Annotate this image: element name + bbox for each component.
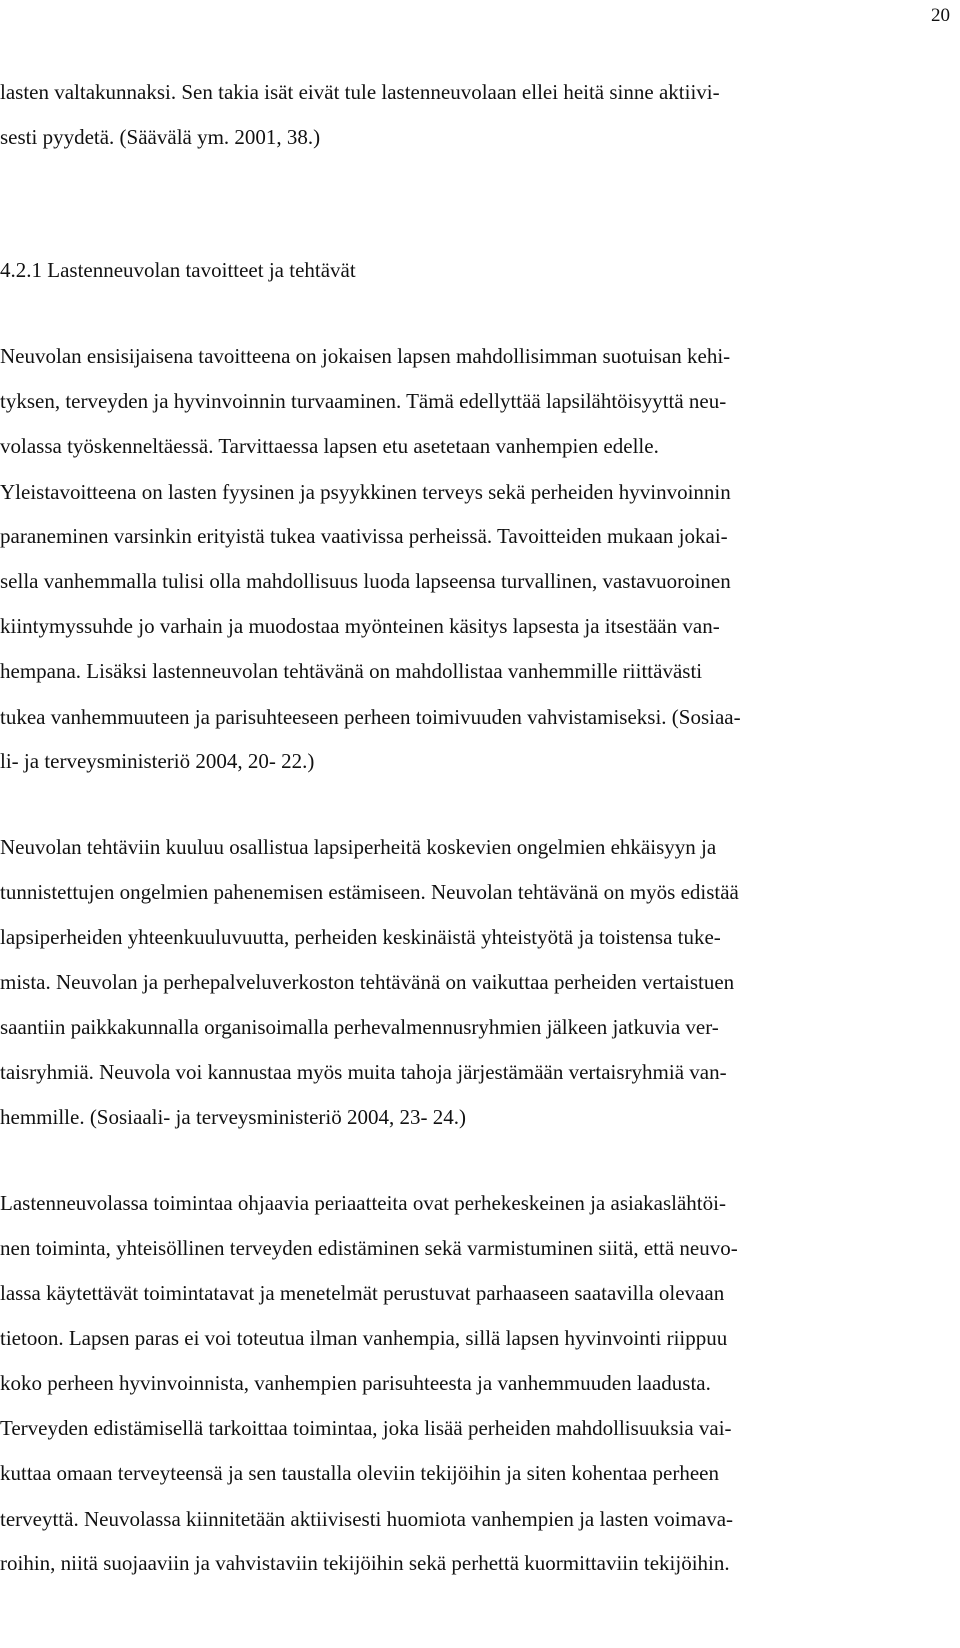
text-line: Terveyden edistämisellä tarkoittaa toimintaa, joka lisää perheiden mahdollisuuksia vai- <box>0 1416 732 1440</box>
text-line: saantiin paikkakunnalla organisoimalla perhevalmennusryhmien jälkeen jatkuvia ver- <box>0 1015 719 1039</box>
section-heading: 4.2.1 Lastenneuvolan tavoitteet ja tehtävät <box>0 258 356 282</box>
text-line: kuttaa omaan terveyteensä ja sen taustalla oleviin tekijöihin ja siten kohentaa perheen <box>0 1461 719 1485</box>
text-line: volassa työskenneltäessä. Tarvittaessa lapsen etu asetetaan vanhempien edelle. <box>0 434 659 458</box>
text-line: tietoon. Lapsen paras ei voi toteutua ilman vanhempia, sillä lapsen hyvinvointi riippuu <box>0 1326 728 1350</box>
text-line: terveyttä. Neuvolassa kiinnitetään aktiivisesti huomiota vanhempien ja lasten voimava- <box>0 1507 734 1531</box>
text-line: paraneminen varsinkin erityistä tukea vaativissa perheissä. Tavoitteiden mukaan jokai- <box>0 524 728 548</box>
text-line: Neuvolan ensisijaisena tavoitteena on jokaisen lapsen mahdollisimman suotuisan kehi- <box>0 344 731 368</box>
text-line: hempana. Lisäksi lastenneuvolan tehtävänä on mahdollistaa vanhemmille riittävästi <box>0 659 703 683</box>
text-line: tyksen, terveyden ja hyvinvoinnin turvaaminen. Tämä edellyttää lapsilähtöisyyttä neu- <box>0 389 727 413</box>
text-line: lassa käytettävät toimintatavat ja menetelmät perustuvat parhaaseen saatavilla olevaan <box>0 1281 725 1305</box>
page-number: 20 <box>931 5 950 26</box>
text-line: li- ja terveysministeriö 2004, 20- 22.) <box>0 749 315 773</box>
text-line: roihin, niitä suojaaviin ja vahvistaviin tekijöihin sekä perhettä kuormittaviin tekijöihin. <box>0 1551 730 1575</box>
text-line: taisryhmiä. Neuvola voi kannustaa myös muita tahoja järjestämään vertaisryhmiä van- <box>0 1060 727 1084</box>
text-line: lapsiperheiden yhteenkuuluvuutta, perheiden keskinäistä yhteistyötä ja toistensa tuke- <box>0 925 721 949</box>
text-line: mista. Neuvolan ja perhepalveluverkoston tehtävänä on vaikuttaa perheiden vertaistuen <box>0 970 735 994</box>
text-line: tukea vanhemmuuteen ja parisuhteeseen perheen toimivuuden vahvistamiseksi. (Sosiaa- <box>0 705 741 729</box>
text-line: Yleistavoitteena on lasten fyysinen ja psyykkinen terveys sekä perheiden hyvinvoinnin <box>0 480 731 504</box>
text-line: hemmille. (Sosiaali- ja terveysministeriö 2004, 23- 24.) <box>0 1105 466 1129</box>
text-line: Neuvolan tehtäviin kuuluu osallistua lapsiperheitä koskevien ongelmien ehkäisyyn ja <box>0 835 717 859</box>
text-line: Lastenneuvolassa toimintaa ohjaavia periaatteita ovat perhekeskeinen ja asiakaslähtöi- <box>0 1191 726 1215</box>
text-line: sesti pyydetä. (Säävälä ym. 2001, 38.) <box>0 125 321 149</box>
text-line: sella vanhemmalla tulisi olla mahdollisuus luoda lapseensa turvallinen, vastavuoroinen <box>0 569 731 593</box>
text-line: nen toiminta, yhteisöllinen terveyden edistäminen sekä varmistuminen siitä, että neuvo- <box>0 1236 738 1260</box>
text-line: koko perheen hyvinvoinnista, vanhempien parisuhteesta ja vanhemmuuden laadusta. <box>0 1371 711 1395</box>
text-line: kiintymyssuhde jo varhain ja muodostaa myönteinen käsitys lapsesta ja itsestään van- <box>0 614 720 638</box>
text-line: tunnistettujen ongelmien pahenemisen estämiseen. Neuvolan tehtävänä on myös edistää <box>0 880 739 904</box>
text-line: lasten valtakunnaksi. Sen takia isät eivät tule lastenneuvolaan ellei heitä sinne aktiivi- <box>0 80 720 104</box>
